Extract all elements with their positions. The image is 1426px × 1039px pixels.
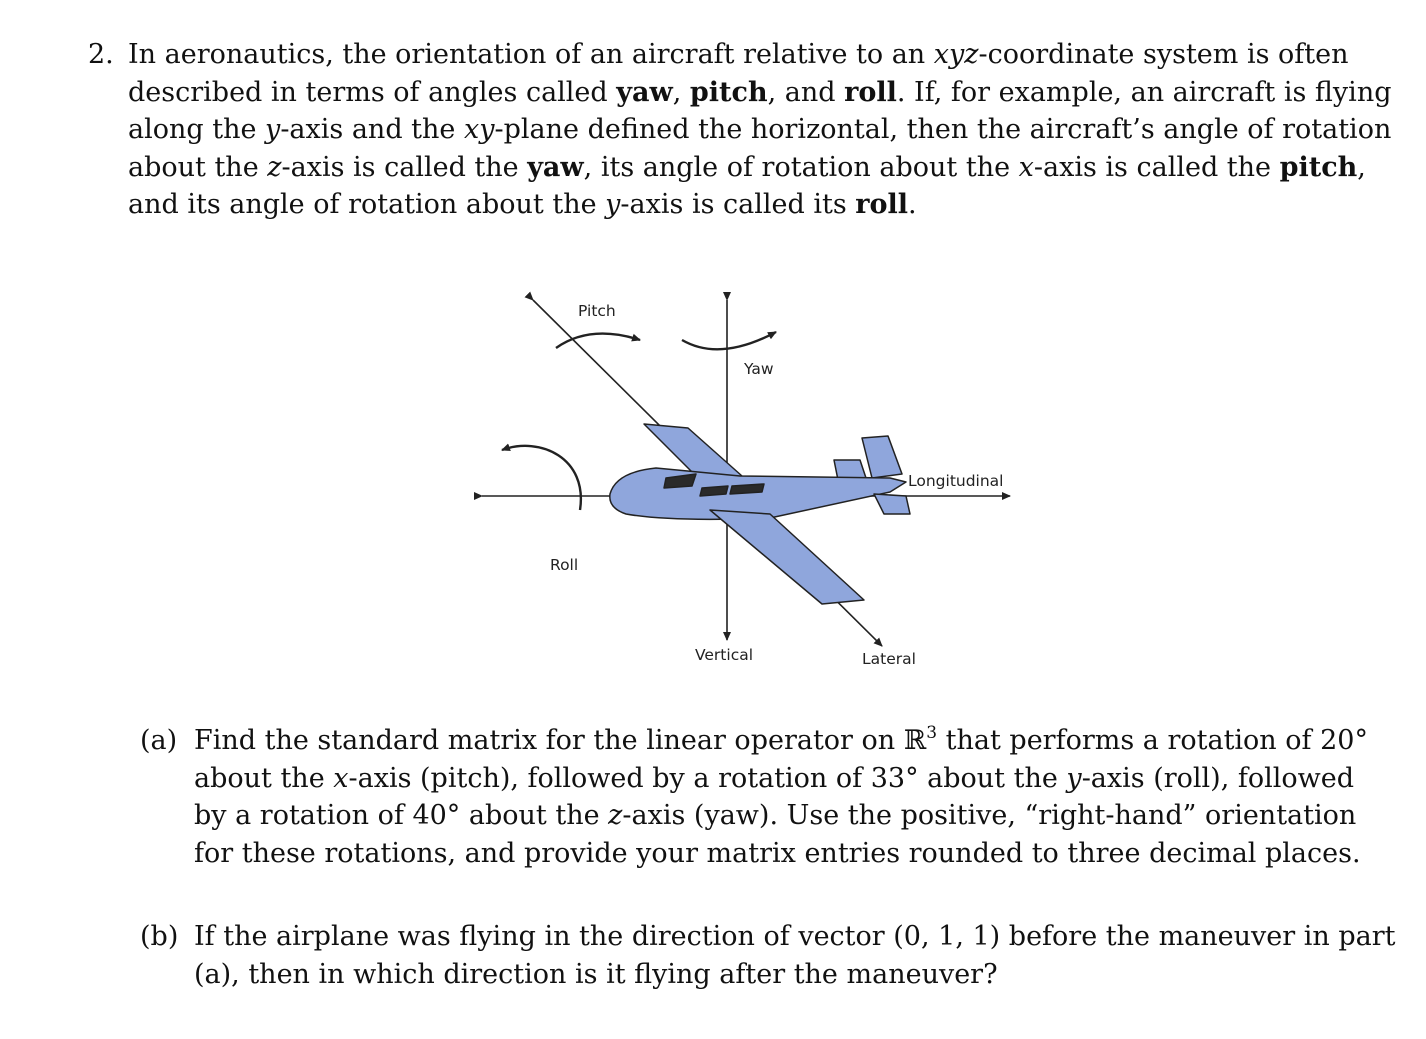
- text-line: [194, 835, 1361, 873]
- part-b-tag: (b): [140, 921, 179, 952]
- text-run: pitch: [689, 76, 768, 108]
- text-line: [128, 36, 1349, 74]
- text-line: [128, 74, 1392, 112]
- text-run: ,: [672, 76, 690, 108]
- text-run: y: [605, 189, 621, 220]
- part-b-text: [194, 918, 1396, 993]
- text-run: roll: [844, 76, 897, 108]
- problem-statement: [88, 36, 1392, 224]
- text-run: and its angle of rotation about the: [128, 189, 606, 220]
- lateral-label: Lateral: [862, 650, 916, 668]
- text-run: z: [267, 151, 282, 183]
- pitch-label: Pitch: [578, 302, 616, 320]
- text-line: [194, 797, 1357, 835]
- yaw-rotation-arrow: [682, 332, 776, 349]
- text-run: x: [1018, 151, 1034, 183]
- text-run: If the airplane was flying in the direction of vector (0, 1, 1) before the maneuver in part: [194, 921, 1396, 952]
- airplane: [610, 424, 910, 604]
- text-run: 3: [926, 723, 938, 743]
- text-run: -axis is called the: [281, 151, 528, 183]
- part-a-tag: (a): [140, 725, 178, 756]
- text-run: -axis (roll), followed: [1081, 762, 1355, 794]
- text-run: .: [908, 189, 917, 220]
- text-run: about the: [128, 151, 268, 183]
- longitudinal-label: Longitudinal: [908, 472, 1004, 490]
- text-line: [128, 149, 1366, 187]
- text-run: for these rotations, and provide your matrix entries rounded to three decimal places.: [194, 837, 1361, 869]
- text-run: roll: [855, 189, 909, 220]
- part-a: [140, 722, 1368, 872]
- text-line: [128, 111, 1392, 149]
- tail-right-stabilizer: [874, 494, 910, 514]
- vertical-label: Vertical: [695, 646, 754, 664]
- text-run: In aeronautics, the orientation of an aircraft relative to an: [128, 39, 934, 70]
- vertical-stabilizer: [862, 436, 902, 478]
- aircraft-axes-figure: [470, 288, 1030, 673]
- text-run: . If, for example, an aircraft is flying: [896, 76, 1392, 108]
- problem-text: [128, 36, 1392, 224]
- text-run: by a rotation of 40° about the: [194, 800, 609, 831]
- part-b: [140, 918, 1396, 993]
- text-line: [194, 722, 1368, 760]
- text-run: x: [333, 762, 349, 794]
- text-run: (a), then in which direction is it flying after the maneuver?: [194, 958, 998, 990]
- problem-number: 2.: [88, 39, 114, 70]
- roll-rotation-arrow: [502, 446, 581, 510]
- text-run: ℝ: [903, 725, 927, 756]
- text-run: -coordinate system is often: [978, 39, 1349, 70]
- roll-label: Roll: [550, 556, 579, 574]
- text-run: pitch: [1279, 151, 1358, 183]
- side-window-1: [700, 486, 728, 496]
- text-run: -plane defined the horizontal, then the aircraft’s angle of rotation: [494, 114, 1392, 145]
- text-run: y: [265, 114, 281, 145]
- text-line: [128, 186, 1344, 224]
- text-run: -axis is called the: [1033, 151, 1280, 183]
- text-run: -axis (yaw). Use the positive, “right-hand” orientation: [622, 800, 1357, 831]
- part-a-text: [194, 722, 1368, 872]
- text-run: about the: [194, 762, 334, 794]
- text-line: [194, 918, 1396, 956]
- yaw-label: Yaw: [744, 360, 774, 378]
- text-line: [194, 760, 1355, 798]
- text-run: xyz: [933, 39, 979, 70]
- lower-wing: [710, 510, 864, 604]
- text-run: ,: [1357, 151, 1366, 183]
- text-line: [194, 956, 1344, 994]
- side-window-2: [730, 484, 764, 494]
- text-run: yaw: [616, 76, 673, 108]
- text-run: Find the standard matrix for the linear operator on: [194, 725, 904, 756]
- text-run: y: [1066, 762, 1082, 794]
- text-run: -axis is called its: [620, 189, 856, 220]
- text-run: -axis (pitch), followed by a rotation of 33° about the: [348, 762, 1067, 794]
- text-run: , its angle of rotation about the: [583, 151, 1019, 183]
- text-run: , and: [767, 76, 845, 108]
- text-run: described in terms of angles called: [128, 76, 617, 108]
- text-run: -axis and the: [280, 114, 464, 145]
- text-run: yaw: [527, 151, 584, 183]
- text-run: xy: [464, 114, 495, 145]
- text-run: along the: [128, 114, 266, 145]
- text-run: z: [608, 800, 623, 831]
- text-run: that performs a rotation of 20°: [937, 725, 1368, 756]
